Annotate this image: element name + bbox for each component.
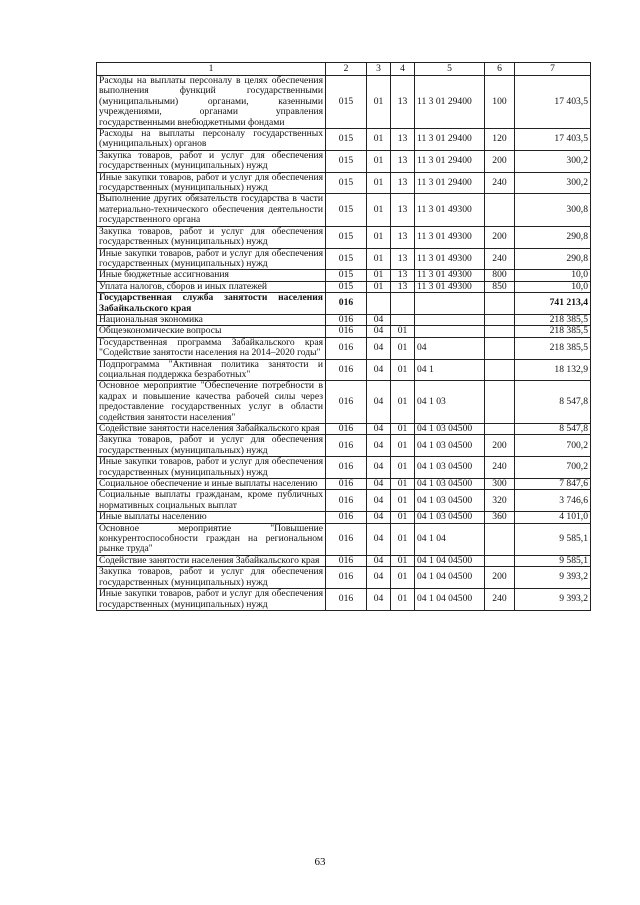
row-expense-type: 100	[485, 76, 515, 129]
row-target-code: 11 3 01 49300	[415, 194, 485, 226]
row-amount: 300,8	[515, 194, 591, 226]
row-expense-type: 240	[485, 248, 515, 270]
row-code: 016	[326, 555, 367, 566]
table-row	[97, 435, 591, 457]
row-subsection: 01	[391, 435, 415, 457]
row-section: 01	[367, 281, 391, 292]
header-col-6: 6	[485, 63, 515, 76]
row-code: 016	[326, 567, 367, 589]
page-number: 63	[314, 856, 326, 868]
row-subsection: 01	[391, 359, 415, 381]
table-row	[97, 194, 591, 226]
row-code: 015	[326, 172, 367, 194]
table-row	[97, 457, 591, 479]
row-target-code: 11 3 01 29400	[415, 129, 485, 151]
row-subsection: 13	[391, 76, 415, 129]
row-section: 04	[367, 435, 391, 457]
row-code: 015	[326, 270, 367, 281]
row-amount: 9 393,2	[515, 589, 591, 611]
row-name: Иные закупки товаров, работ и услуг для обеспечения государственных (муниципальных) нужд	[97, 589, 326, 611]
row-amount: 3 746,6	[515, 490, 591, 512]
row-section: 04	[367, 424, 391, 435]
row-amount: 741 213,4	[515, 293, 591, 315]
row-amount: 218 385,5	[515, 326, 591, 337]
budget-table	[96, 62, 591, 611]
row-subsection: 01	[391, 424, 415, 435]
table-row	[97, 523, 591, 555]
row-name: Основное мероприятие "Повышение конкурентоспособности граждан на региональном рынке труда"	[97, 523, 326, 555]
row-section: 04	[367, 457, 391, 479]
row-code: 016	[326, 435, 367, 457]
row-subsection: 01	[391, 457, 415, 479]
row-target-code: 11 3 01 29400	[415, 150, 485, 172]
row-name: Закупка товаров, работ и услуг для обеспечения государственных (муниципальных) нужд	[97, 435, 326, 457]
table-row	[97, 270, 591, 281]
row-target-code: 04	[415, 337, 485, 359]
row-target-code: 04 1 03 04500	[415, 435, 485, 457]
row-expense-type: 360	[485, 512, 515, 523]
row-section: 04	[367, 326, 391, 337]
row-amount: 700,2	[515, 457, 591, 479]
row-target-code: 11 3 01 49300	[415, 226, 485, 248]
row-target-code	[415, 314, 485, 325]
table-row	[97, 172, 591, 194]
table-row	[97, 490, 591, 512]
row-subsection: 01	[391, 326, 415, 337]
row-target-code: 04 1 03 04500	[415, 512, 485, 523]
table-row	[97, 567, 591, 589]
row-amount: 300,2	[515, 150, 591, 172]
row-subsection: 13	[391, 150, 415, 172]
row-expense-type	[485, 359, 515, 381]
row-name: Содействие занятости населения Забайкальского края	[97, 555, 326, 566]
row-expense-type	[485, 555, 515, 566]
row-expense-type: 800	[485, 270, 515, 281]
row-expense-type: 200	[485, 150, 515, 172]
row-subsection: 01	[391, 337, 415, 359]
table-row	[97, 589, 591, 611]
row-expense-type	[485, 523, 515, 555]
row-subsection: 13	[391, 281, 415, 292]
row-expense-type	[485, 424, 515, 435]
row-expense-type	[485, 194, 515, 226]
row-expense-type: 300	[485, 479, 515, 490]
row-amount: 218 385,5	[515, 314, 591, 325]
row-section: 01	[367, 194, 391, 226]
row-amount: 290,8	[515, 248, 591, 270]
header-col-5: 5	[415, 63, 485, 76]
row-amount: 17 403,5	[515, 76, 591, 129]
table-header-row	[97, 63, 591, 76]
row-code: 016	[326, 512, 367, 523]
row-section: 01	[367, 129, 391, 151]
row-amount: 4 101,0	[515, 512, 591, 523]
row-section: 04	[367, 512, 391, 523]
row-expense-type	[485, 337, 515, 359]
row-subsection: 13	[391, 194, 415, 226]
row-name: Подпрограмма "Активная политика занятости и социальная поддержка безработных"	[97, 359, 326, 381]
row-amount: 290,8	[515, 226, 591, 248]
row-target-code: 11 3 01 49300	[415, 281, 485, 292]
row-amount: 17 403,5	[515, 129, 591, 151]
row-expense-type: 240	[485, 457, 515, 479]
row-expense-type: 120	[485, 129, 515, 151]
row-expense-type: 200	[485, 226, 515, 248]
row-subsection: 01	[391, 512, 415, 523]
table-row	[97, 226, 591, 248]
row-section: 01	[367, 270, 391, 281]
row-target-code: 04 1 04 04500	[415, 567, 485, 589]
row-amount: 9 393,2	[515, 567, 591, 589]
row-target-code	[415, 293, 485, 315]
row-section: 04	[367, 567, 391, 589]
table-row	[97, 248, 591, 270]
table-row	[97, 555, 591, 566]
row-name: Закупка товаров, работ и услуг для обеспечения государственных (муниципальных) нужд	[97, 150, 326, 172]
row-section: 01	[367, 248, 391, 270]
row-subsection: 13	[391, 129, 415, 151]
table-row	[97, 281, 591, 292]
row-subsection	[391, 314, 415, 325]
row-subsection: 13	[391, 172, 415, 194]
row-amount: 18 132,9	[515, 359, 591, 381]
row-target-code: 04 1 03 04500	[415, 424, 485, 435]
row-section: 04	[367, 381, 391, 424]
row-code: 015	[326, 281, 367, 292]
row-subsection: 01	[391, 381, 415, 424]
row-expense-type: 200	[485, 435, 515, 457]
row-amount: 10,0	[515, 270, 591, 281]
row-name: Национальная экономика	[97, 314, 326, 325]
row-name: Выполнение других обязательств государства в части материально-технического обеспечения деятельности государственного органа	[97, 194, 326, 226]
row-subsection: 01	[391, 479, 415, 490]
row-amount: 8 547,8	[515, 424, 591, 435]
table-row	[97, 76, 591, 129]
row-code: 016	[326, 523, 367, 555]
table-row	[97, 314, 591, 325]
row-target-code: 11 3 01 29400	[415, 76, 485, 129]
row-subsection: 13	[391, 248, 415, 270]
row-code: 016	[326, 490, 367, 512]
row-section: 04	[367, 490, 391, 512]
row-amount: 9 585,1	[515, 523, 591, 555]
row-name: Уплата налогов, сборов и иных платежей	[97, 281, 326, 292]
row-target-code: 04 1 03	[415, 381, 485, 424]
row-name: Расходы на выплаты персоналу в целях обеспечения выполнения функций государственными (муниципальными) органами, казенными учреждениями, органами управления государственными внебюджетными фондами	[97, 76, 326, 129]
table-row	[97, 293, 591, 315]
row-name: Иные закупки товаров, работ и услуг для обеспечения государственных (муниципальных) нужд	[97, 248, 326, 270]
row-target-code: 04 1 03 04500	[415, 457, 485, 479]
row-target-code: 04 1 04	[415, 523, 485, 555]
row-expense-type: 240	[485, 589, 515, 611]
row-target-code: 04 1 04 04500	[415, 555, 485, 566]
table-row	[97, 150, 591, 172]
row-target-code: 11 3 01 29400	[415, 172, 485, 194]
header-col-3: 3	[367, 63, 391, 76]
table-row	[97, 337, 591, 359]
row-section	[367, 293, 391, 315]
row-code: 016	[326, 424, 367, 435]
row-target-code	[415, 326, 485, 337]
row-name: Иные бюджетные ассигнования	[97, 270, 326, 281]
row-code: 015	[326, 76, 367, 129]
row-subsection: 01	[391, 567, 415, 589]
row-subsection: 13	[391, 270, 415, 281]
row-code: 016	[326, 589, 367, 611]
row-expense-type: 200	[485, 567, 515, 589]
table-row	[97, 424, 591, 435]
row-section: 04	[367, 555, 391, 566]
row-name: Закупка товаров, работ и услуг для обеспечения государственных (муниципальных) нужд	[97, 567, 326, 589]
row-amount: 8 547,8	[515, 381, 591, 424]
row-target-code: 11 3 01 49300	[415, 270, 485, 281]
header-col-1: 1	[97, 63, 326, 76]
row-code: 016	[326, 457, 367, 479]
row-code: 015	[326, 129, 367, 151]
table-row	[97, 512, 591, 523]
table-row	[97, 359, 591, 381]
row-expense-type	[485, 326, 515, 337]
header-col-4: 4	[391, 63, 415, 76]
row-amount: 10,0	[515, 281, 591, 292]
row-expense-type: 320	[485, 490, 515, 512]
row-section: 01	[367, 150, 391, 172]
row-amount: 218 385,5	[515, 337, 591, 359]
row-expense-type	[485, 381, 515, 424]
row-subsection: 01	[391, 523, 415, 555]
row-section: 01	[367, 172, 391, 194]
row-amount: 700,2	[515, 435, 591, 457]
row-name: Закупка товаров, работ и услуг для обеспечения государственных (муниципальных) нужд	[97, 226, 326, 248]
row-name: Государственная программа Забайкальского края "Содействие занятости населения на 2014–2020 годы"	[97, 337, 326, 359]
row-code: 016	[326, 479, 367, 490]
row-section: 04	[367, 589, 391, 611]
row-name: Иные выплаты населению	[97, 512, 326, 523]
row-name: Расходы на выплаты персоналу государственных (муниципальных) органов	[97, 129, 326, 151]
row-section: 04	[367, 359, 391, 381]
row-target-code: 04 1 03 04500	[415, 479, 485, 490]
row-name: Иные закупки товаров, работ и услуг для обеспечения государственных (муниципальных) нужд	[97, 172, 326, 194]
row-subsection: 01	[391, 555, 415, 566]
row-expense-type	[485, 314, 515, 325]
row-name: Основное мероприятие "Обеспечение потребности в кадрах и повышение качества рабочей силы через предоставление государственных услуг в области содействия занятости населения"	[97, 381, 326, 424]
header-col-2: 2	[326, 63, 367, 76]
row-subsection: 01	[391, 589, 415, 611]
table-row	[97, 129, 591, 151]
row-code: 015	[326, 150, 367, 172]
row-code: 015	[326, 248, 367, 270]
row-expense-type	[485, 293, 515, 315]
row-section: 04	[367, 337, 391, 359]
row-code: 016	[326, 293, 367, 315]
row-name: Общеэкономические вопросы	[97, 326, 326, 337]
row-code: 016	[326, 359, 367, 381]
row-subsection: 01	[391, 490, 415, 512]
row-amount: 9 585,1	[515, 555, 591, 566]
row-code: 016	[326, 326, 367, 337]
row-name: Социальные выплаты гражданам, кроме публичных нормативных социальных выплат	[97, 490, 326, 512]
row-code: 015	[326, 194, 367, 226]
row-name: Содействие занятости населения Забайкальского края	[97, 424, 326, 435]
row-code: 016	[326, 337, 367, 359]
row-target-code: 04 1 04 04500	[415, 589, 485, 611]
row-code: 015	[326, 226, 367, 248]
row-section: 01	[367, 76, 391, 129]
row-section: 04	[367, 523, 391, 555]
row-expense-type: 850	[485, 281, 515, 292]
table-row	[97, 381, 591, 424]
row-subsection: 13	[391, 226, 415, 248]
row-name: Иные закупки товаров, работ и услуг для обеспечения государственных (муниципальных) нужд	[97, 457, 326, 479]
row-code: 016	[326, 314, 367, 325]
row-section: 01	[367, 226, 391, 248]
row-target-code: 11 3 01 49300	[415, 248, 485, 270]
table-body	[97, 76, 591, 611]
row-section: 04	[367, 479, 391, 490]
table-row	[97, 479, 591, 490]
table-row	[97, 326, 591, 337]
row-expense-type: 240	[485, 172, 515, 194]
row-amount: 7 847,6	[515, 479, 591, 490]
row-subsection	[391, 293, 415, 315]
row-target-code: 04 1 03 04500	[415, 490, 485, 512]
row-amount: 300,2	[515, 172, 591, 194]
row-name: Социальное обеспечение и иные выплаты населению	[97, 479, 326, 490]
row-section: 04	[367, 314, 391, 325]
row-code: 016	[326, 381, 367, 424]
row-target-code: 04 1	[415, 359, 485, 381]
header-col-7: 7	[515, 63, 591, 76]
row-name: Государственная служба занятости населения Забайкальского края	[97, 293, 326, 315]
